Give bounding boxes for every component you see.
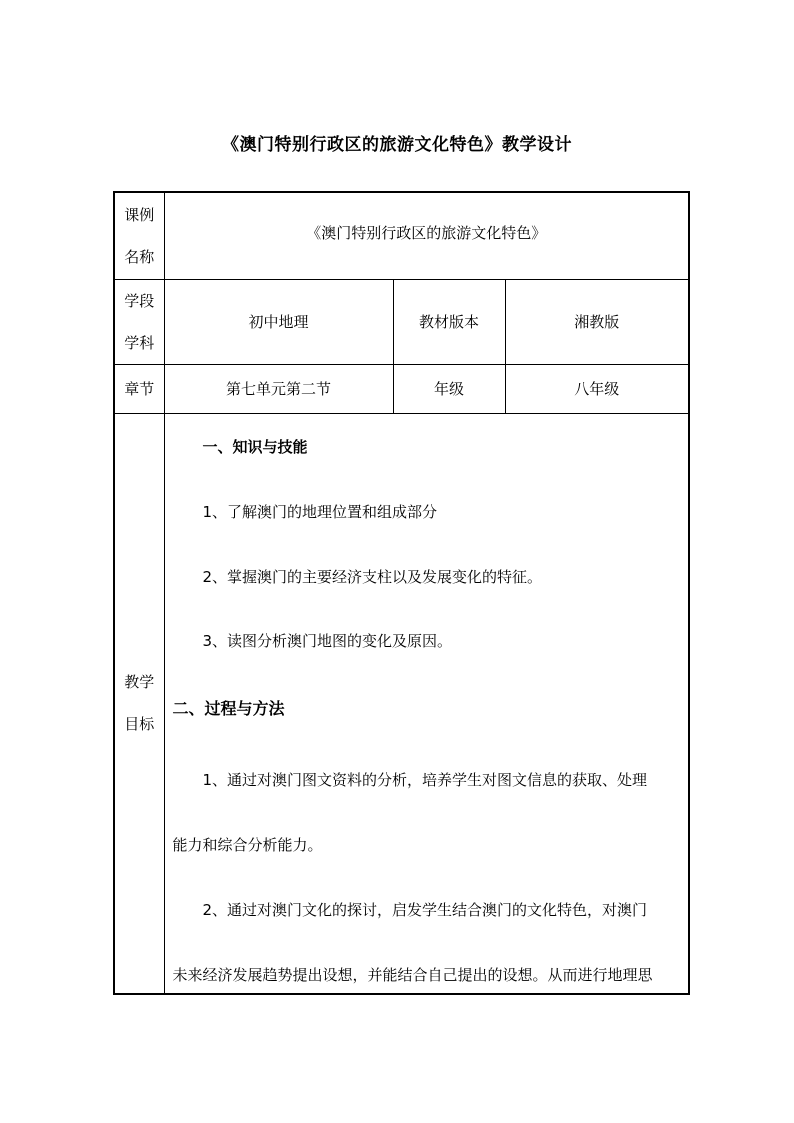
goal-item-continued: 能力和综合分析能力。 (172, 835, 323, 854)
label-course-name (114, 192, 164, 279)
label-chapter: 章节 (124, 380, 155, 398)
grade-label: 年级 (433, 380, 464, 398)
label-course-name-line2: 名称 (124, 247, 155, 266)
goal-item: 1、了解澳门的地理位置和组成部分 (202, 502, 438, 521)
document-title: 《澳门特别行政区的旅游文化特色》教学设计 (222, 135, 572, 155)
row-stage-subject (114, 279, 689, 364)
label-course-name-line1: 课例 (124, 205, 155, 224)
goal-item: 3、读图分析澳门地图的变化及原因。 (202, 631, 453, 650)
label-teaching-goals (114, 413, 164, 994)
grade-value: 八年级 (574, 380, 620, 398)
textbook-version-value: 湘教版 (574, 313, 620, 331)
section-heading-process: 二、过程与方法 (172, 698, 285, 718)
textbook-version-label: 教材版本 (418, 313, 479, 331)
chapter-value: 第七单元第二节 (225, 380, 331, 398)
lesson-plan-table (113, 191, 690, 995)
goal-item: 2、通过对澳门文化的探讨，启发学生结合澳门的文化特色，对澳门 (202, 900, 648, 919)
row-course-name (114, 192, 689, 279)
section-heading-knowledge: 一、知识与技能 (202, 437, 308, 456)
label-stage-line2: 学科 (124, 333, 155, 352)
label-stage-line1: 学段 (124, 291, 155, 310)
row-chapter (114, 364, 689, 413)
stage-subject-value: 初中地理 (248, 313, 309, 331)
teaching-goals-content (164, 413, 689, 994)
label-goals-line1: 教学 (124, 673, 155, 692)
row-teaching-goals (114, 413, 689, 994)
label-stage-subject (114, 279, 164, 364)
course-name-value: 《澳门特别行政区的旅游文化特色》 (306, 224, 547, 243)
goal-item: 2、掌握澳门的主要经济支柱以及发展变化的特征。 (202, 567, 543, 586)
goal-item-continued: 未来经济发展趋势提出设想，并能结合自己提出的设想。从而进行地理思 (172, 965, 653, 984)
label-goals-line2: 目标 (124, 715, 155, 734)
goal-item: 1、通过对澳门图文资料的分析，培养学生对图文信息的获取、处理 (202, 770, 648, 789)
